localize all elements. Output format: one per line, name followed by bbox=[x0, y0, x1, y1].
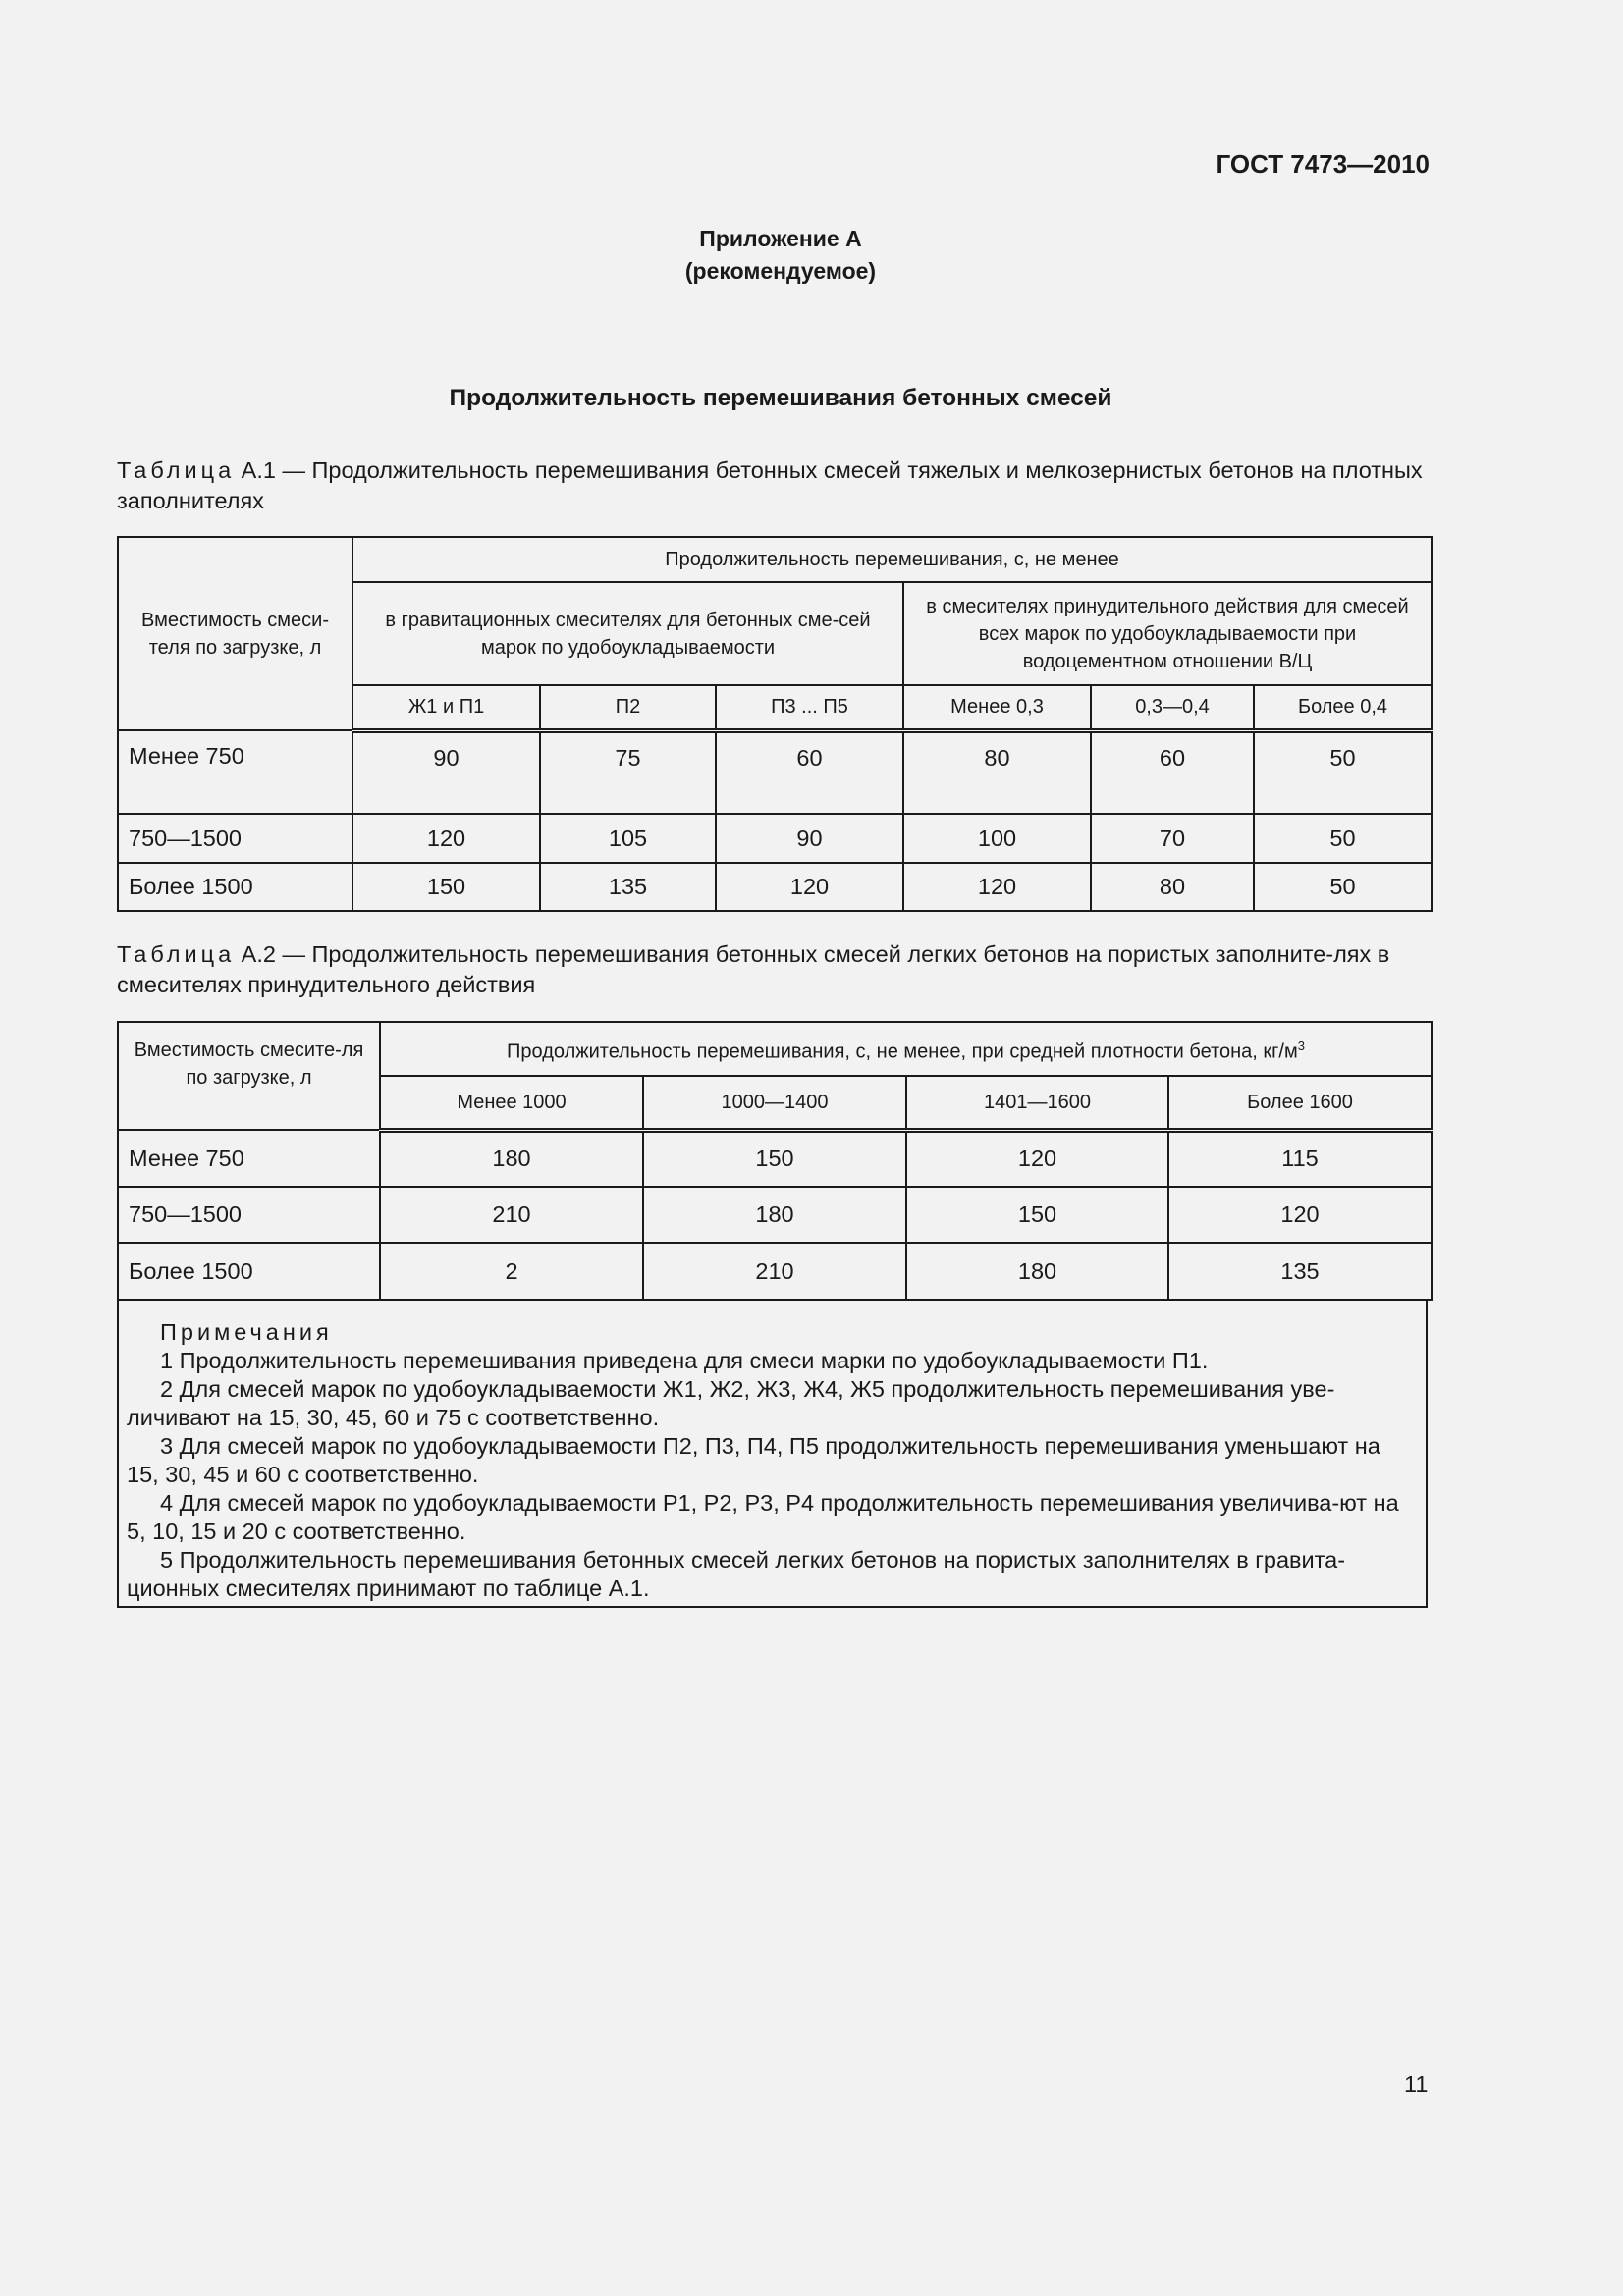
standard-number: ГОСТ 7473—2010 bbox=[1216, 149, 1430, 179]
table-row bbox=[118, 1130, 1432, 1187]
header-capacity: Вместимость смесите-ля по загрузке, л bbox=[118, 1022, 380, 1130]
cell: 80 bbox=[903, 730, 1091, 814]
cell: 120 bbox=[352, 814, 540, 863]
cell: 150 bbox=[906, 1187, 1168, 1243]
cell: 50 bbox=[1254, 863, 1432, 911]
header-gravity-mixers: в гравитационных смесителях для бетонных сме-сей марок по удобоукладываемости bbox=[352, 582, 903, 685]
appendix-subtitle: (рекомендуемое) bbox=[684, 258, 877, 284]
table-row bbox=[118, 1243, 1432, 1300]
subheader: Более 0,4 bbox=[1254, 685, 1432, 730]
section-title: Продолжительность перемешивания бетонных смесей bbox=[449, 385, 1112, 411]
cell: 135 bbox=[540, 863, 716, 911]
subheader: П2 bbox=[540, 685, 716, 730]
cell: 180 bbox=[380, 1130, 643, 1187]
row-label: Менее 750 bbox=[118, 730, 352, 814]
caption-label: Таблица bbox=[117, 941, 236, 967]
subheader: Более 1600 bbox=[1168, 1076, 1432, 1130]
superscript: 3 bbox=[1297, 1038, 1305, 1053]
subheader: Менее 0,3 bbox=[903, 685, 1091, 730]
note: 4 Для смесей марок по удобоукладываемости Р1, Р2, Р3, Р4 продолжительность перемешивания увеличива-ют на 5, 10, 15 и 20 с соответственно. bbox=[127, 1490, 1399, 1544]
header-capacity: Вместимость смеси-теля по загрузке, л bbox=[118, 537, 352, 730]
subheader: 1000—1400 bbox=[643, 1076, 906, 1130]
caption-text: А.1 — Продолжительность перемешивания бетонных смесей тяжелых и мелкозернистых бетонов на плотных заполнителях bbox=[117, 457, 1423, 513]
table-a2 bbox=[117, 1021, 1433, 1301]
cell: 100 bbox=[903, 814, 1091, 863]
note: 2 Для смесей марок по удобоукладываемости Ж1, Ж2, Ж3, Ж4, Ж5 продолжительность перемешивания уве-личивают на 15, 30, 45, 60 и 75 с соответственно. bbox=[127, 1376, 1335, 1430]
cell: 120 bbox=[906, 1130, 1168, 1187]
table-row bbox=[118, 863, 1432, 911]
cell: 120 bbox=[903, 863, 1091, 911]
header-duration bbox=[380, 1022, 1432, 1076]
cell: 75 bbox=[540, 730, 716, 814]
cell: 60 bbox=[1091, 730, 1254, 814]
table-row bbox=[118, 1187, 1432, 1243]
table-a1 bbox=[117, 536, 1433, 912]
cell: 50 bbox=[1254, 730, 1432, 814]
cell: 120 bbox=[716, 863, 903, 911]
table1-caption bbox=[117, 455, 1433, 516]
cell: 60 bbox=[716, 730, 903, 814]
notes-title: Примечания bbox=[160, 1319, 333, 1345]
caption-label: Таблица bbox=[117, 457, 236, 483]
cell: 50 bbox=[1254, 814, 1432, 863]
cell: 180 bbox=[643, 1187, 906, 1243]
cell: 70 bbox=[1091, 814, 1254, 863]
row-label: 750—1500 bbox=[118, 814, 352, 863]
note: 5 Продолжительность перемешивания бетонных смесей легких бетонов на пористых заполнителях в гравита-ционных смесителях принимают по таблице А.1. bbox=[127, 1547, 1346, 1601]
table2-caption bbox=[117, 939, 1433, 1000]
cell: 80 bbox=[1091, 863, 1254, 911]
cell: 90 bbox=[352, 730, 540, 814]
row-label: Менее 750 bbox=[118, 1130, 380, 1187]
cell: 120 bbox=[1168, 1187, 1432, 1243]
subheader: Менее 1000 bbox=[380, 1076, 643, 1130]
table2-notes bbox=[117, 1299, 1428, 1608]
row-label: 750—1500 bbox=[118, 1187, 380, 1243]
subheader: 1401—1600 bbox=[906, 1076, 1168, 1130]
cell: 105 bbox=[540, 814, 716, 863]
subheader: 0,3—0,4 bbox=[1091, 685, 1254, 730]
subheader: Ж1 и П1 bbox=[352, 685, 540, 730]
cell: 210 bbox=[643, 1243, 906, 1300]
cell: 180 bbox=[906, 1243, 1168, 1300]
row-label: Более 1500 bbox=[118, 1243, 380, 1300]
cell: 135 bbox=[1168, 1243, 1432, 1300]
note: 3 Для смесей марок по удобоукладываемости П2, П3, П4, П5 продолжительность перемешивания уменьшают на 15, 30, 45 и 60 с соответственно. bbox=[127, 1433, 1380, 1487]
subheader: П3 ... П5 bbox=[716, 685, 903, 730]
header-forced-mixers: в смесителях принудительного действия для смесей всех марок по удобоукладываемости при водоцементном отношении В/Ц bbox=[903, 582, 1432, 685]
table-row bbox=[118, 814, 1432, 863]
cell: 150 bbox=[352, 863, 540, 911]
header-duration: Продолжительность перемешивания, с, не менее bbox=[352, 537, 1432, 582]
row-label: Более 1500 bbox=[118, 863, 352, 911]
cell: 210 bbox=[380, 1187, 643, 1243]
cell: 90 bbox=[716, 814, 903, 863]
cell: 2 bbox=[380, 1243, 643, 1300]
caption-text: А.2 — Продолжительность перемешивания бетонных смесей легких бетонов на пористых заполните-лях в смесителях принудительного действия bbox=[117, 941, 1390, 997]
cell: 115 bbox=[1168, 1130, 1432, 1187]
table-row bbox=[118, 730, 1432, 814]
header-duration-text: Продолжительность перемешивания, с, не менее, при средней плотности бетона, кг/м bbox=[507, 1041, 1298, 1063]
note: 1 Продолжительность перемешивания приведена для смеси марки по удобоукладываемости П1. bbox=[160, 1348, 1209, 1373]
cell: 150 bbox=[643, 1130, 906, 1187]
page-number: 11 bbox=[1404, 2071, 1429, 2097]
appendix-title: Приложение А bbox=[699, 226, 862, 251]
